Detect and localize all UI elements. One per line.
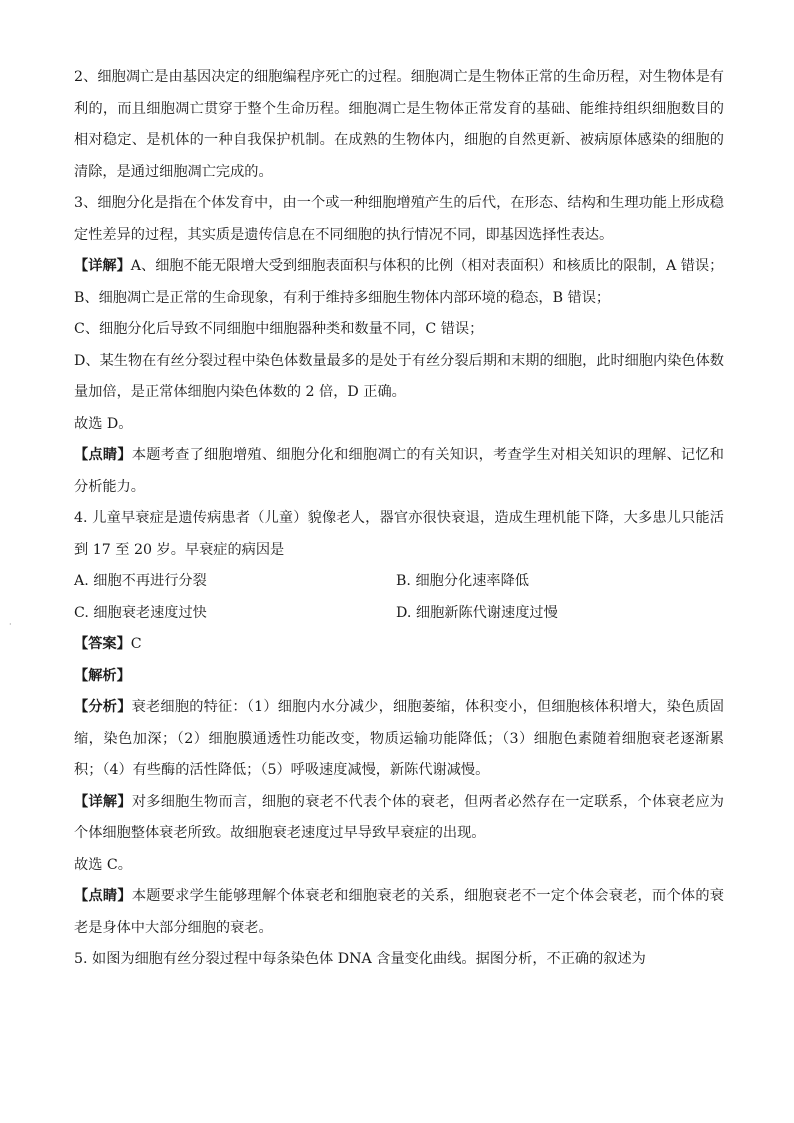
document-page [74,62,724,976]
analysis-label: 【分析】 [74,699,132,715]
stray-dot-mark: · [9,620,12,629]
option-b: B. 细胞分化速率降低 [396,573,529,589]
option-d: D. 细胞新陈代谢速度过慢 [396,604,558,621]
paragraph-detail-a [74,251,724,283]
answer-line [74,629,724,661]
comment-text: 本题考查了细胞增殖、细胞分化和细胞凋亡的有关知识，考查学生对相关知识的理解、记忆和分析能力。 [74,447,724,495]
question-4-options [74,566,724,629]
option-a: A. 细胞不再进行分裂 [74,573,207,589]
question-4: 4. 儿童早衰症是遗传病患者（儿童）貌像老人，器官亦很快衰退，造成生理机能下降，大多患儿只能活到 17 至 20 岁。早衰症的病因是 [74,510,724,558]
detail-q4-label: 【详解】 [74,793,132,810]
option-c: C. 细胞衰老速度过快 [74,604,207,621]
paragraph-choose-c: 故选 C。 [74,856,132,873]
detail-label: 【详解】 [74,258,131,274]
analysis-text: 衰老细胞的特征：（1）细胞内水分减少，细胞萎缩，体积变小，但细胞核体积增大，染色质固缩，染色加深；（2）细胞膜通透性功能改变，物质运输功能降低；（3）细胞色素随着细胞衰老逐渐累积；（4）有些酶的活性降低；（5）呼吸速度减慢，新陈代谢减慢。 [74,699,724,778]
paragraph-comment-q4 [74,881,724,944]
comment-q4-label: 【点睛】 [74,888,132,904]
detail-a-text: A、细胞不能无限增大受到细胞表面积与体积的比例（相对表面积）和核质比的限制，A 错误； [130,258,724,274]
paragraph-detail-b: B、细胞凋亡是正常的生命现象，有利于维持多细胞生物体内部环境的稳态，B 错误； [74,289,611,306]
answer-label: 【答案】 [74,636,131,652]
question-5: 5. 如图为细胞有丝分裂过程中每条染色体 DNA 含量变化曲线。据图分析，不正确的叙述为 [74,951,646,967]
paragraph-analysis [74,692,724,787]
paragraph-detail-d: D、某生物在有丝分裂过程中染色体数量最多的是处于有丝分裂后期和末期的细胞，此时细胞内染色体数量加倍，是正常体细胞内染色体数的 2 倍，D 正确。 [74,352,724,400]
analysis-heading: 【解析】 [74,667,131,684]
paragraph-comment [74,440,724,503]
paragraph-differentiation: 3、细胞分化是指在个体发育中，由一个或一种细胞增殖产生的后代，在形态、结构和生理功能上形成稳定性差异的过程，其实质是遗传信息在不同细胞的执行情况不同，即基因选择性表达。 [74,195,724,243]
paragraph-detail-q4 [74,787,724,850]
paragraph-apoptosis: 2、细胞凋亡是由基因决定的细胞编程序死亡的过程。细胞凋亡是生物体正常的生命历程，对生物体是有利的，而且细胞凋亡贯穿于整个生命历程。细胞凋亡是生物体正常发育的基础、能维持组织细胞数目的相对稳定、是机体的一种自我保护机制。在成熟的生物体内，细胞的自然更新、被病原体感染的细胞的清除，是通过细胞凋亡完成的。 [74,69,724,180]
answer-value: C [130,636,142,652]
paragraph-detail-c: C、细胞分化后导致不同细胞中细胞器种类和数量不同，C 错误； [74,321,484,337]
comment-label: 【点睛】 [74,447,132,463]
detail-q4-text: 对多细胞生物而言，细胞的衰老不代表个体的衰老，但两者必然存在一定联系，个体衰老应为个体细胞整体衰老所致。故细胞衰老速度过早导致早衰症的出现。 [74,793,724,841]
paragraph-choose-d: 故选 D。 [74,415,133,432]
comment-q4-text: 本题要求学生能够理解个体衰老和细胞衰老的关系，细胞衰老不一定个体会衰老，而个体的衰老是身体中大部分细胞的衰老。 [74,888,724,936]
